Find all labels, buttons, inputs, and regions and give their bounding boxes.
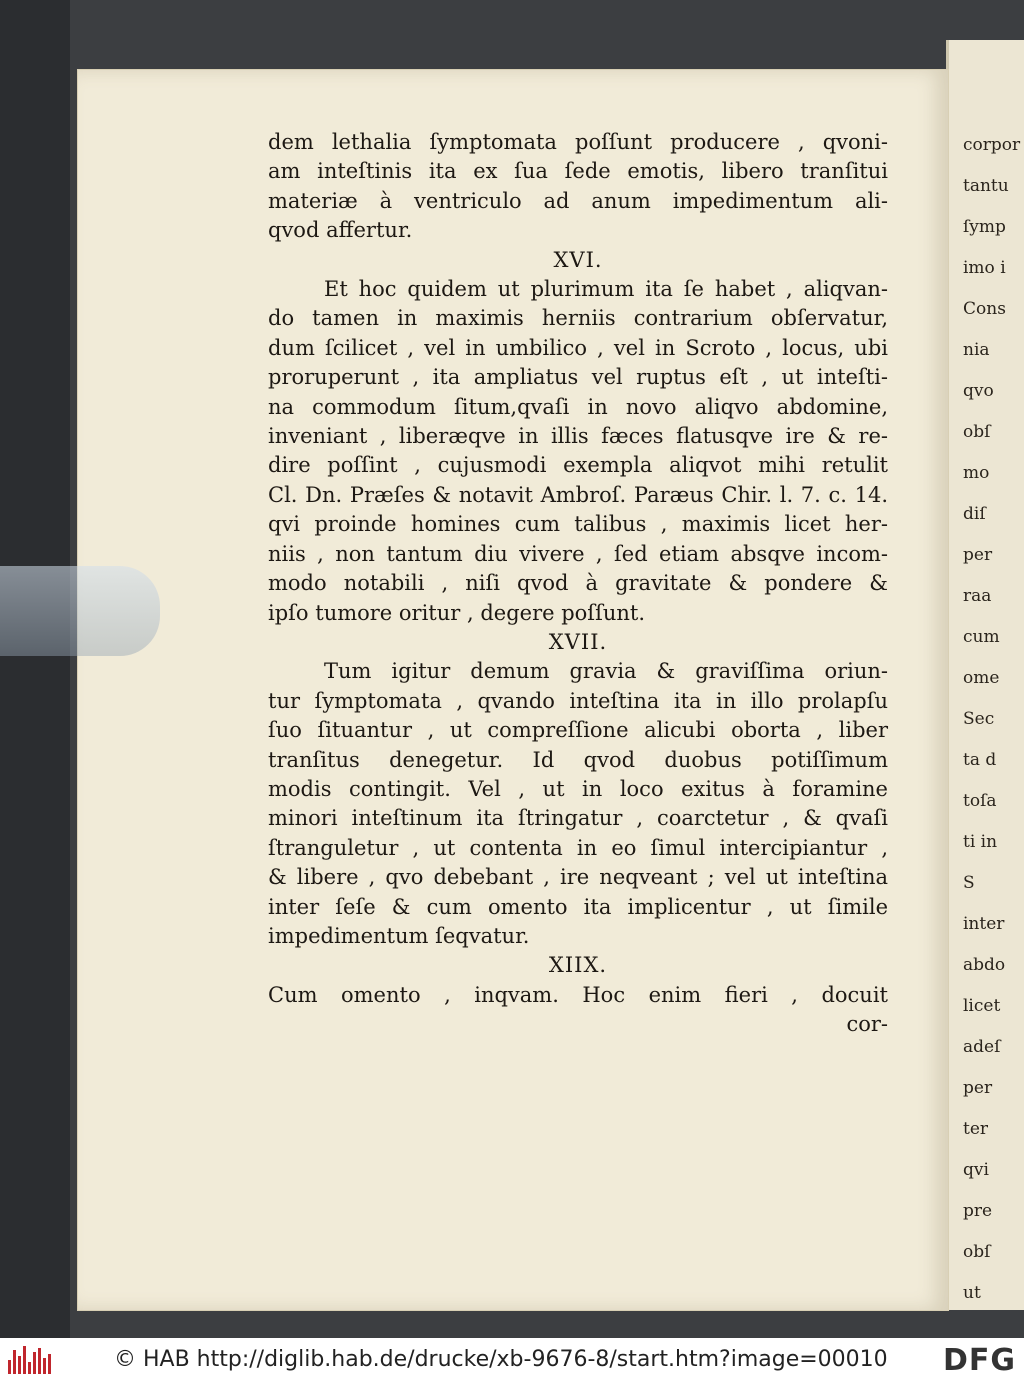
text-line: & libere , qvo debebant , ire neqveant ; vel ut inteſtina	[268, 865, 888, 890]
text-line: do tamen in maximis herniis contrarium obſervatur,	[268, 306, 888, 331]
next-page-fragment: per	[963, 545, 993, 565]
text-line: na commodum ſitum,qvaſi in novo aliqvo abdomine,	[268, 394, 888, 419]
next-page-fragment: qvi	[963, 1160, 989, 1180]
next-page-fragment: adeſ	[963, 1037, 1001, 1057]
text-line: impedimentum ſeqvatur.	[268, 923, 530, 948]
next-page-fragment: Cons	[963, 299, 1006, 319]
scan-left-edge	[0, 0, 70, 1338]
next-page-fragment: ti in	[963, 832, 998, 852]
text-line: ſuo ſituantur , ut compreſſione alicubi oborta , liber	[268, 718, 888, 743]
text-line: ſtranguletur , ut contenta in eo ſimul intercipiantur ,	[268, 835, 888, 860]
text-line: inter ſeſe & cum omento ita implicentur , ut ſimile	[268, 894, 888, 919]
next-page-fragment: S	[963, 873, 975, 893]
text-line: tranſitus denegetur. Id qvod duobus potiſſimum	[268, 747, 888, 772]
next-page-fragment: tantu	[963, 176, 1009, 196]
glass-clip	[0, 566, 160, 656]
text-line: qvi proinde homines cum talibus , maximis licet her-	[268, 512, 888, 537]
text-line: proruperunt , ita ampliatus vel ruptus eſt , ut inteſti-	[268, 365, 888, 390]
next-page-fragment: mo	[963, 463, 990, 483]
text-line: am inteſtinis ita ex ſua ſede emotis, libero tranſitui	[268, 159, 888, 184]
text-line: niis , non tantum diu vivere , ſed etiam absqve incom-	[268, 541, 888, 566]
next-page-fragment: ut	[963, 1283, 981, 1303]
next-page-fragment: corpor	[963, 135, 1021, 155]
text-line: inveniant , liberæqve in illis fæces flatusqve ire & re-	[268, 424, 888, 449]
next-page-fragment: Sec	[963, 709, 995, 729]
next-page-fragment: obſ	[963, 1242, 991, 1262]
text-line: ipſo tumore oritur , degere poſſunt.	[268, 600, 646, 625]
copyright-url-text[interactable]: © HAB http://diglib.hab.de/drucke/xb-9676-8/start.htm?image=00010	[114, 1346, 888, 1372]
section-number: XVII.	[548, 629, 608, 654]
section-number: XIIX.	[548, 953, 608, 978]
text-line: dum ſcilicet , vel in umbilico , vel in Scroto , locus, ubi	[268, 335, 888, 360]
next-page-fragment: ta d	[963, 750, 997, 770]
next-page-fragment: ome	[963, 668, 1000, 688]
next-page-fragment: ter	[963, 1119, 989, 1139]
text-line: qvod affertur.	[268, 218, 413, 243]
text-line: minori inteſtinum ita ſtringatur , coarctetur , & qvaſi	[268, 806, 888, 831]
text-line: modis contingit. Vel , ut in loco exitus à foramine	[268, 776, 888, 801]
next-page-fragment: toſa	[963, 791, 997, 811]
section-number: XVI.	[553, 247, 603, 272]
text-line: dire poſſint , cujusmodi exempla aliqvot mihi retulit	[268, 453, 888, 478]
text-line: dem lethalia ſymptomata poſſunt producere , qvoni-	[268, 130, 888, 154]
text-line: Cl. Dn. Præſes & notavit Ambroſ. Paræus Chir. l. 7. c. 14.	[268, 482, 888, 507]
text-line: Tum igitur demum gravia & graviſſima oriun-	[324, 659, 888, 684]
text-line: modo notabili , niſi qvod à gravitate & pondere &	[268, 571, 888, 596]
next-page-fragment: nia	[963, 340, 990, 360]
hab-logo-icon	[8, 1344, 52, 1374]
next-page-fragment: ſymp	[963, 217, 1006, 237]
dfg-logo: DFG	[942, 1343, 1016, 1378]
next-page-fragment: cum	[963, 627, 1000, 647]
next-page-fragment: pre	[963, 1201, 993, 1221]
text-line: tur ſymptomata , qvando inteſtina ita in illo prolapſu	[268, 688, 888, 713]
text-line: Et hoc quidem ut plurimum ita ſe habet , aliqvan-	[324, 277, 888, 302]
next-page-fragment: inter	[963, 914, 1005, 934]
text-line: Cum omento , inqvam. Hoc enim fieri , docuit	[268, 982, 888, 1007]
page-text	[268, 128, 888, 1040]
book-page	[78, 70, 948, 1310]
catchword: cor-	[846, 1012, 888, 1037]
next-page-edge	[946, 40, 1024, 1310]
next-page-fragment: diſ	[963, 504, 986, 524]
next-page-fragment: obſ	[963, 422, 991, 442]
next-page-fragment: imo i	[963, 258, 1006, 278]
next-page-fragment: licet	[963, 996, 1001, 1016]
viewer-footer	[0, 1338, 1024, 1380]
text-line: materiæ à ventriculo ad anum impedimentum ali-	[268, 188, 888, 213]
next-page-fragment: qvo	[963, 381, 994, 401]
next-page-fragment: raa	[963, 586, 992, 606]
next-page-fragment: per	[963, 1078, 993, 1098]
next-page-fragment: abdo	[963, 955, 1006, 975]
